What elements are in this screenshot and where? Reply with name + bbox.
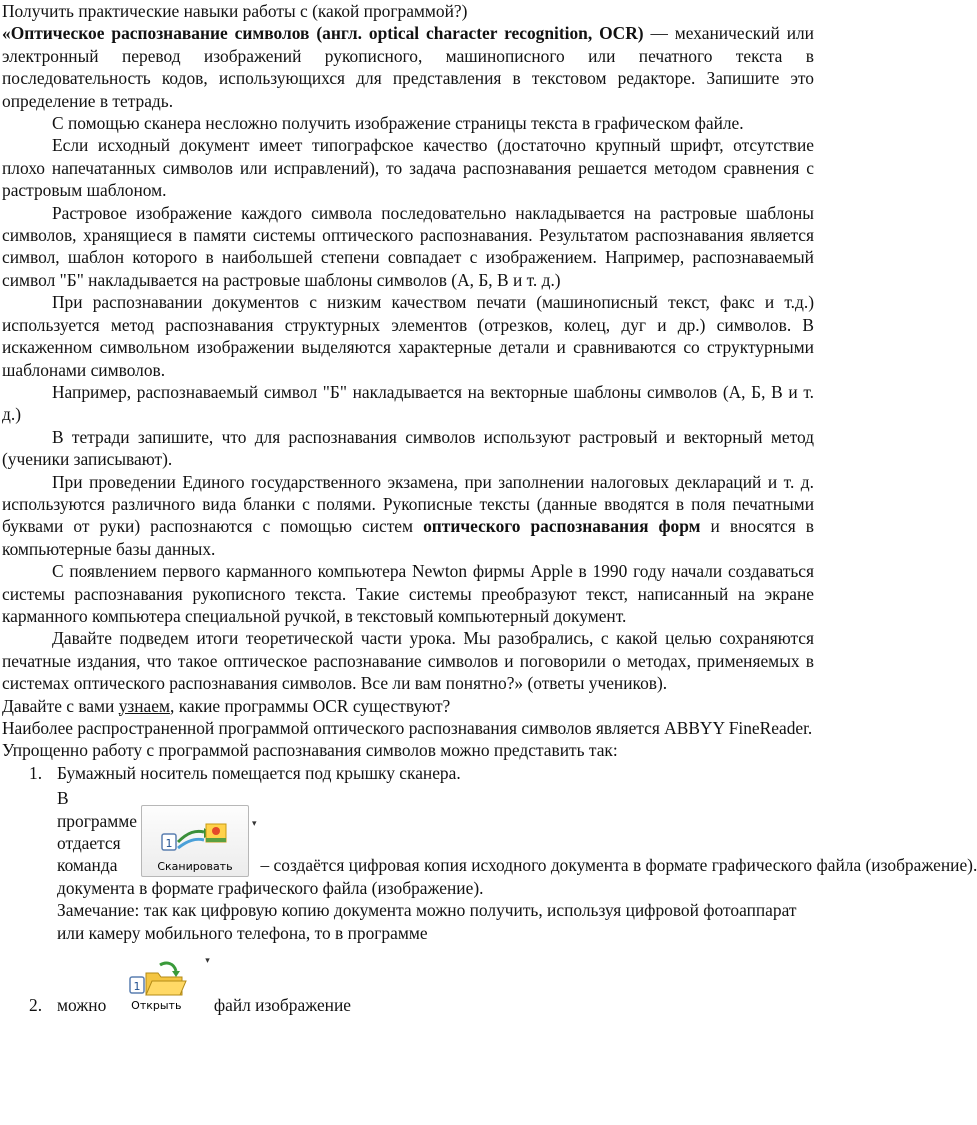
open-button[interactable] (110, 946, 210, 1016)
scan-badge: 1 (165, 836, 173, 850)
list-item-text-before: В программе отдается команда (57, 788, 137, 876)
steps-list (2, 762, 977, 1016)
list-item (29, 787, 977, 1016)
intro-line: Получить практические навыки работы с (какой программой?) (2, 1, 468, 21)
open-text-before: можно (57, 994, 107, 1015)
dropdown-arrow-icon[interactable]: ▾ (205, 956, 210, 967)
paragraph-scanner: С помощью сканера несложно получить изображение страницы текста в графическом файле. (52, 113, 744, 134)
paragraph-raster: Растровое изображение каждого символа последовательно накладывается на растровые шаблоны символов, хранящиеся в памяти системы оптического распознавания. Результатом распознавания является символ, шаблон которого в наибольшей степени совпадает с изображением. Например, распознаваемый символ "Б" накладывается на растровые шаблоны символов (А, Б, В и т. д.) (2, 202, 814, 290)
open-text-after: файл изображение (213, 994, 352, 1015)
open-button-label: Открыть (131, 999, 182, 1013)
scan-button-label: Сканировать (157, 859, 233, 873)
list-note: Замечание: так как цифровую копию документа можно получить, используя цифровой фотоаппарат или камеру мобильного телефона, то в программе (57, 900, 797, 943)
ocr-definition (2, 22, 814, 112)
paragraph-finereader: Наиболее распространенной программой оптического распознавания символов является ABBYY FineReader. (2, 718, 813, 738)
programs-text-before: Давайте с вами (2, 695, 119, 716)
paragraph-summary: Давайте подведем итоги теоретической части урока. Мы разобрались, с какой целью сохраняются печатные издания, что такое оптическое распознавание символов и поговорили о методах, применяемых в системах оптического распознавания символов. Все ли вам понятно?» (ответы учеников). (2, 628, 814, 694)
open-badge: 1 (133, 980, 141, 994)
ocr-term: «Оптическое распознавание символов (англ. optical character recognition, OCR) (2, 23, 644, 44)
paragraph-notebook: В тетради запишите, что для распознавания символов используют растровый и векторный метод (ученики записывают). (2, 426, 814, 470)
list-item-text-continued: документа в формате графического файла (изображение). (57, 877, 484, 898)
scan-button[interactable] (141, 805, 257, 877)
ocr-definition-text: — механический или электронный перевод изображений рукописного, машинописного или печатного текста в последовательность кодов, использующихся для представления в текстовом редакторе. Запишите это определение в тетрадь. (2, 23, 814, 111)
paragraph-vector-example: Например, распознаваемый символ "Б" накладывается на векторные шаблоны символов (А, Б, В и т. д.) (2, 381, 814, 425)
forms-term: оптического распознавания форм (423, 516, 701, 537)
underlined-word: узнаем (118, 695, 171, 716)
paragraph-forms (2, 471, 814, 561)
open-folder-icon (124, 959, 188, 999)
paragraph-workflow: Упрощенно работу с программой распознавания символов можно представить так: (2, 740, 618, 761)
paragraph-newton: С появлением первого карманного компьютера Newton фирмы Apple в 1990 году начали создаваться системы распознавания рукописного текста. Такие системы преобразуют текст, написанный на экране карманного компьютера специальной ручкой, в текстовый компьютерный документ. (2, 561, 814, 626)
dropdown-arrow-icon[interactable]: ▾ (251, 818, 257, 829)
paragraph-typographic: Если исходный документ имеет типографское качество (достаточно крупный шрифт, отсутствие плохо напечатанных символов или исправлений), то задача распознавания решается методом сравнения с растровым шаблоном. (2, 135, 814, 201)
list-number: 2. (29, 994, 43, 1015)
paragraph-low-quality: При распознавании документов с низким качеством печати (машинописный текст, факс и т.д.) используется метод распознавания структурных элементов (отрезков, колец, дуг и др.) символов. В искаженном символьном изображении выделяются характерные детали и сравниваются со структурными шаблонами символов. (2, 292, 814, 380)
list-item-text: Бумажный носитель помещается под крышку сканера. (57, 762, 461, 783)
scan-icon (160, 818, 230, 858)
list-item (29, 762, 814, 784)
forms-text-after: и вносятся в компьютерные базы данных. (2, 516, 814, 559)
list-item-text-after: – создаётся цифровая копия исходного документа в формате графического файла (изображение). (260, 855, 977, 876)
programs-text-after: , какие программы OCR существуют? (170, 695, 451, 716)
paragraph-ocr-programs (2, 695, 814, 717)
forms-text-before: При проведении Единого государственного экзамена, при заполнении налоговых деклараций и т. д. используются различного вида бланки с полями. Рукописные тексты (данные вводятся в поля печатными буквами от руки) распознаются с помощью систем (2, 471, 814, 537)
list-number: 1. (29, 762, 43, 783)
